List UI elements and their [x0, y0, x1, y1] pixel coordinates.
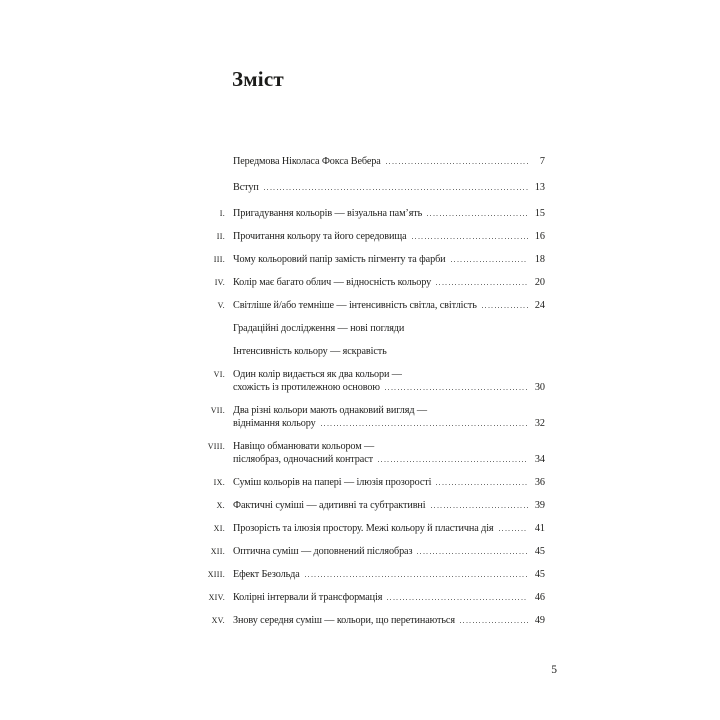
toc-entry-numeral: VII. — [210, 406, 225, 415]
toc-entry-line-wrap — [233, 253, 545, 266]
toc-entry-page: 32 — [534, 418, 545, 429]
toc-front-matter — [190, 155, 545, 194]
toc-entry — [190, 181, 545, 194]
toc-chapter-list — [190, 207, 545, 627]
toc-entry-line-wrap — [233, 453, 545, 466]
toc-entry-line-wrap — [233, 299, 545, 312]
dot-leader — [436, 484, 528, 485]
toc-entry-page: 49 — [534, 615, 545, 626]
toc-entry-label: Один колір видається як два кольори — — [233, 369, 402, 380]
toc-entry — [190, 440, 545, 466]
toc-entry-body — [233, 614, 545, 627]
toc-entry-body — [233, 253, 545, 266]
toc-entry-label: Інтенсивність кольору — яскравість — [233, 346, 387, 357]
toc-entry-page: 36 — [534, 477, 545, 488]
dot-leader — [321, 425, 528, 426]
toc-entry-label: післяобраз, одночасний контраст — [233, 454, 373, 465]
toc-entry-numeral: XV. — [211, 616, 225, 625]
toc-entry — [190, 253, 545, 266]
toc-entry — [190, 322, 545, 335]
page-number: 5 — [551, 664, 557, 676]
toc-entry-numeral: IV. — [214, 278, 225, 287]
toc-entry-numeral: IX. — [213, 478, 225, 487]
toc-entry-label: віднімання кольору — [233, 418, 316, 429]
toc-entry-numeral: XI. — [213, 524, 225, 533]
toc-entry-numeral: XIV. — [208, 593, 225, 602]
dot-leader — [431, 507, 528, 508]
toc-entry — [190, 368, 545, 394]
table-of-contents — [190, 155, 545, 637]
toc-entry-label: Фактичні суміші — адитивні та субтрактивні — [233, 500, 426, 511]
toc-entry-line-wrap — [233, 499, 545, 512]
toc-entry — [190, 155, 545, 168]
toc-entry-page: 16 — [534, 231, 545, 242]
toc-entry-page: 13 — [534, 182, 545, 193]
toc-entry-numeral: XII. — [210, 547, 225, 556]
toc-entry — [190, 568, 545, 581]
toc-entry-line-wrap — [233, 207, 545, 220]
toc-entry — [190, 299, 545, 312]
toc-entry-page: 41 — [534, 523, 545, 534]
toc-entry-label: Знову середня суміш — кольори, що перетинаються — [233, 615, 455, 626]
toc-entry-line-wrap — [233, 276, 545, 289]
toc-entry-page: 45 — [534, 569, 545, 580]
toc-entry-page: 30 — [534, 382, 545, 393]
toc-entry — [190, 230, 545, 243]
toc-entry-label: Два різні кольори мають однаковий вигляд — — [233, 405, 427, 416]
toc-entry-body — [233, 276, 545, 289]
toc-entry-page: 7 — [539, 156, 545, 167]
dot-leader — [427, 215, 528, 216]
toc-entry-label: Ефект Безольда — [233, 569, 300, 580]
dot-leader — [460, 622, 528, 623]
toc-entry-line-wrap — [233, 614, 545, 627]
toc-entry — [190, 345, 545, 358]
toc-entry-line-wrap — [233, 381, 545, 394]
toc-entry-label: Колір має багато облич — відносність кольору — [233, 277, 432, 288]
toc-entry-line-wrap — [233, 545, 545, 558]
dot-leader — [436, 284, 528, 285]
toc-entry-body — [233, 207, 545, 220]
toc-entry-body — [233, 440, 545, 466]
toc-entry — [190, 522, 545, 535]
toc-entry-numeral: X. — [216, 501, 225, 510]
toc-entry-page: 45 — [534, 546, 545, 557]
toc-entry-body — [233, 545, 545, 558]
toc-entry — [190, 404, 545, 430]
dot-leader — [417, 553, 528, 554]
toc-entry-page: 18 — [534, 254, 545, 265]
toc-entry-body — [233, 522, 545, 535]
toc-entry-label: Вступ — [233, 182, 259, 193]
dot-leader — [305, 576, 528, 577]
toc-entry-body — [233, 476, 545, 489]
toc-entry-body — [233, 155, 545, 168]
toc-entry-label: Передмова Ніколаса Фокса Вебера — [233, 156, 381, 167]
toc-entry-numeral: I. — [219, 209, 225, 218]
toc-entry-page: 39 — [534, 500, 545, 511]
toc-entry-body — [233, 404, 545, 430]
toc-entry-label: Оптична суміш — доповнений післяобраз — [233, 546, 413, 557]
toc-entry-body — [233, 322, 545, 335]
toc-entry-page: 24 — [534, 300, 545, 311]
dot-leader — [482, 307, 528, 308]
toc-entry-line-wrap — [233, 230, 545, 243]
toc-entry-body — [233, 591, 545, 604]
dot-leader — [412, 238, 528, 239]
toc-entry-numeral: V. — [217, 301, 225, 310]
toc-entry-page: 20 — [534, 277, 545, 288]
toc-entry-numeral: III. — [213, 255, 225, 264]
toc-entry-line-wrap — [233, 181, 545, 194]
dot-leader — [451, 261, 528, 262]
dot-leader — [378, 461, 528, 462]
toc-entry — [190, 545, 545, 558]
toc-entry-body — [233, 368, 545, 394]
toc-entry-label: Прочитання кольору та його середовища — [233, 231, 407, 242]
toc-entry-label: Колірні інтервали й трансформація — [233, 592, 383, 603]
toc-entry-line-wrap — [233, 568, 545, 581]
toc-entry-numeral: VI. — [213, 370, 225, 379]
toc-entry — [190, 591, 545, 604]
toc-entry-label: схожість із протилежною основою — [233, 382, 380, 393]
toc-entry — [190, 614, 545, 627]
page-title: Зміст — [232, 67, 284, 91]
toc-entry-label: Світліше й/або темніше — інтенсивність світла, світлість — [233, 300, 477, 311]
toc-entry-body — [233, 568, 545, 581]
dot-leader — [387, 599, 528, 600]
toc-entry-body — [233, 230, 545, 243]
toc-entry-body — [233, 181, 545, 194]
toc-entry-line-wrap — [233, 522, 545, 535]
toc-entry-label: Суміш кольорів на папері — ілюзія прозорості — [233, 477, 432, 488]
toc-entry-page: 15 — [534, 208, 545, 219]
toc-entry-label: Чому кольоровий папір замість пігменту та фарби — [233, 254, 446, 265]
toc-entry-label: Пригадування кольорів — візуальна пам’ять — [233, 208, 423, 219]
toc-entry-line-wrap — [233, 417, 545, 430]
toc-entry-body — [233, 345, 545, 358]
toc-entry-line-wrap — [233, 591, 545, 604]
toc-entry-numeral: XIII. — [207, 570, 225, 579]
toc-entry-label: Навіщо обманювати кольором — — [233, 441, 375, 452]
toc-entry-line-wrap — [233, 476, 545, 489]
toc-entry — [190, 207, 545, 220]
toc-entry-label: Прозорість та ілюзія простору. Межі кольору й пластична дія — [233, 523, 494, 534]
toc-entry-page: 46 — [534, 592, 545, 603]
toc-entry — [190, 499, 545, 512]
toc-entry-line-wrap — [233, 155, 545, 168]
toc-entry-page: 34 — [534, 454, 545, 465]
toc-entry — [190, 276, 545, 289]
toc-entry-numeral: II. — [216, 232, 225, 241]
dot-leader — [499, 530, 528, 531]
dot-leader — [385, 389, 528, 390]
toc-entry-numeral: VIII. — [207, 442, 225, 451]
dot-leader — [386, 163, 528, 164]
toc-entry-label: Градаційні дослідження — нові погляди — [233, 323, 405, 334]
toc-entry — [190, 476, 545, 489]
dot-leader — [264, 189, 528, 190]
toc-entry-body — [233, 499, 545, 512]
toc-entry-body — [233, 299, 545, 312]
